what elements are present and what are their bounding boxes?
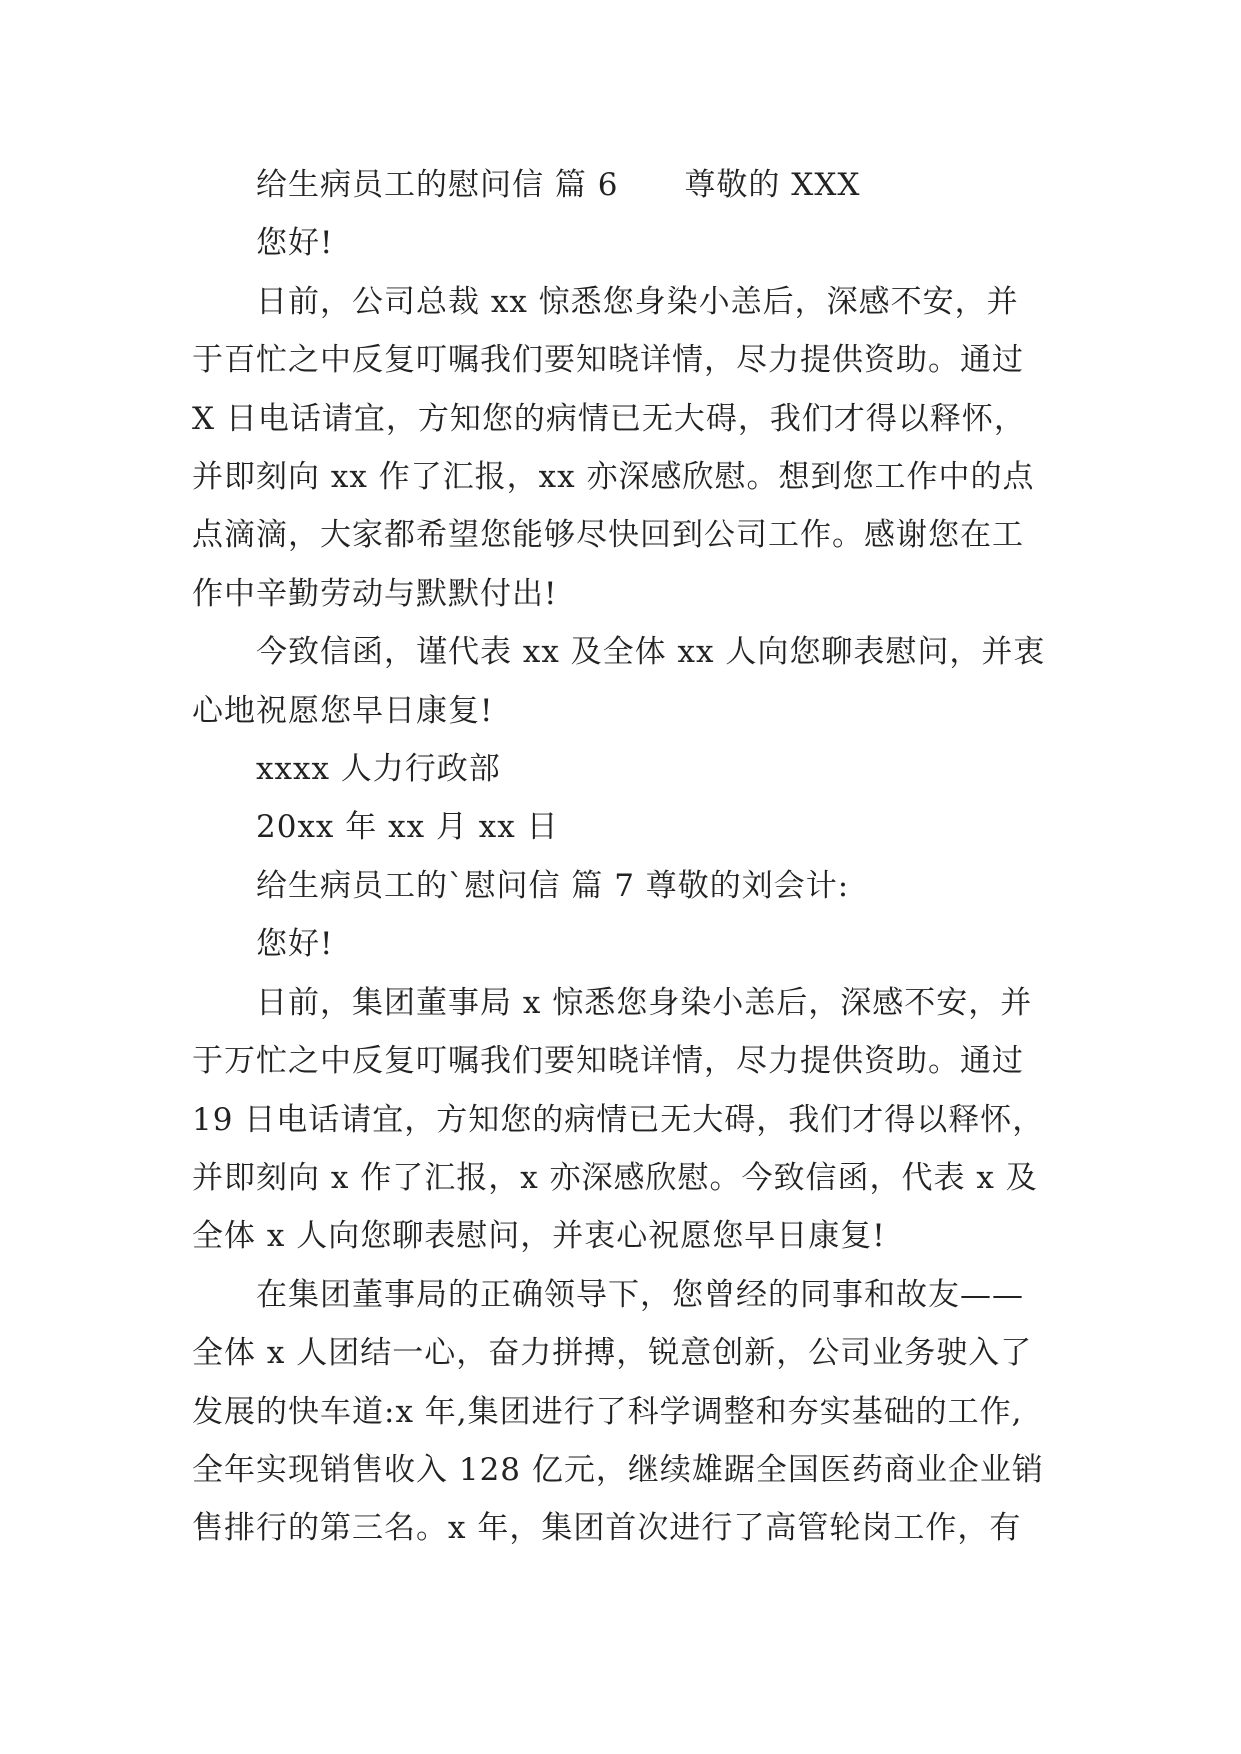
letter7-para2-line: 全体 x 人团结一心，奋力拼搏，锐意创新，公司业务驶入了 [192,1335,1033,1372]
letter6-para1-line: 日前，公司总裁 xx 惊悉您身染小恙后，深感不安，并 [256,283,1019,320]
letter6-heading-line [192,156,1072,214]
letter6-para2-line: 心地祝愿您早日康复! [192,692,494,729]
letter6-date: 20xx 年 xx 月 xx 日 [256,809,559,846]
letter6-para1-line: 并即刻向 xx 作了汇报，xx 亦深感欣慰。想到您工作中的点 [192,459,1035,496]
letter6-para1-line: 于百忙之中反复叮嘱我们要知晓详情，尽力提供资助。通过 [192,342,1024,379]
letter7-para2-line: 售排行的第三名。x 年，集团首次进行了高管轮岗工作，有 [192,1510,1022,1547]
letter7-para1-line: 并即刻向 x 作了汇报，x 亦深感欣慰。今致信函，代表 x 及 [192,1159,1038,1196]
letter7-para1-line: 19 日电话请宜，方知您的病情已无大碍，我们才得以释怀， [192,1101,1045,1138]
letter6-signature: xxxx 人力行政部 [256,751,501,788]
letter6-salutation: 尊敬的 XXX [684,167,861,203]
letter7-para1-line: 于万忙之中反复叮嘱我们要知晓详情，尽力提供资助。通过 [192,1043,1024,1080]
letter6-para2-line: 今致信函，谨代表 xx 及全体 xx 人向您聊表慰问，并衷 [256,634,1046,671]
letter7-para2-line: 全年实现销售收入 128 亿元，继续雄踞全国医药商业企业销 [192,1451,1044,1488]
letter7-heading: 给生病员工的`慰问信 篇 7 尊敬的刘会计: [256,867,850,904]
document-page [192,156,1072,1558]
letter7-greeting: 您好! [256,926,334,963]
letter6-para1-line: 点滴滴，大家都希望您能够尽快回到公司工作。感谢您在工 [192,517,1024,554]
letter7-para2-line: 在集团董事局的正确领导下，您曾经的同事和故友—— [256,1276,1024,1313]
letter7-para2-line: 发展的快车道:x 年,集团进行了科学调整和夯实基础的工作, [192,1393,1023,1430]
letter6-para1-line: 作中辛勤劳动与默默付出! [192,575,558,612]
letter6-greeting: 您好! [256,225,334,262]
letter7-para1-line: 日前，集团董事局 x 惊悉您身染小恙后，深感不安，并 [256,984,1033,1021]
letter6-heading: 给生病员工的慰问信 篇 6 [256,167,619,203]
letter7-para1-line: 全体 x 人向您聊表慰问，并衷心祝愿您早日康复! [192,1218,886,1255]
letter6-para1-line: X 日电话请宜，方知您的病情已无大碍，我们才得以释怀， [192,400,1026,437]
